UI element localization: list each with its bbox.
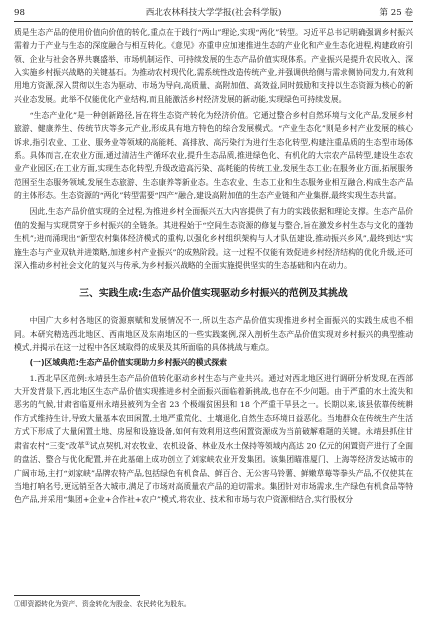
- footnote-rule: [14, 595, 140, 596]
- sub-item-text: 永靖县生态产品价值转化驱动乡村生态与产业共兴。通过对西北地区进行调研分析发现,在西部大开发背景下,西北地区生态产品价值实现推进乡村全面振兴面临着新挑战,也存在不少问题。由于严重的水土流失和恶劣的气候,甘肃省临夏州永靖县被列为全省 23 个极端贫困县和 18 个严重干旱县之一。长期以来,该县依靠传统耕作方式维持生计,导致大量基本农田闲置,土地严重荒化、土壤退化,自然生态环境日益恶化。当地群众在传统生产生活方式下形成了大量闲置土地、房屋和设施设备,如何有效利用这些闲置资源成为当前破解难题的关键。永靖县抓住甘肃省农村“三变”改革: [14, 373, 413, 451]
- paragraph: 因此,生态产品价值实现的全过程,为推进乡村全面振兴五大内容提供了有力的实践依据和理论支撑。生态产品价值的发掘与实现贯穿于乡村振兴的全链条。其进程始于“空间生态资源的修复与整合,旨在激发乡村生态与文化的蓬勃生机”;进而涌现出“新型农村集体经济模式的重构,以强化乡村组织架构与人才队伍建设,推动振兴乡风”,最终到达“实施生态与产业双轨并进策略,加速乡村产业振兴”的成熟阶段。这一过程不仅能有效促进乡村经济结构的优化升级,还可深入推动乡村社会文化的复兴与传承,为乡村振兴战略的全面实施提供坚实的生态基础和内在动力。: [14, 207, 413, 270]
- subsection-heading: (一)区域典范:生态产品价值实现助力乡村振兴的模式探索: [29, 358, 227, 368]
- sub-item-number: 1.: [29, 373, 38, 383]
- journal-title: 西北农林科技大学学报(社会科学版): [145, 8, 282, 18]
- page-number: 98: [14, 8, 25, 18]
- section-heading: 三、实践生成:生态产品价值实现驱动乡村振兴的范例及其挑战: [79, 288, 348, 300]
- footnote-ref[interactable]: ①: [84, 441, 90, 448]
- volume-label: 第 25 卷: [379, 8, 413, 18]
- sub-item-paragraph: [14, 372, 413, 507]
- footnote: ①即资源转化为资产、资金转化为股金、农民转化为股东。: [14, 600, 191, 608]
- sub-item-title: 西北旱区范例:: [37, 373, 88, 383]
- running-header: [14, 6, 413, 22]
- article-body: [14, 26, 413, 507]
- sub-item-text-continued: 试点契机,对农牧业、农机设备、林业及水土保持等领域内高达 20 亿元的闲置资产进行了全面的盘活、整合与优化配置,并在此基础上成功创立了刘家峡农业开发集团。该集团瞄准厦门、上海等经济发达城市的广阔市场,主打“刘家峡”品牌农特产品,包括绿色有机食品、鲜百合、无公害马铃薯、鲜嫩草莓等拳头产品,不仅使其在当地打响名号,更远销至各大城市,满足了市场对高质量农产品的迫切需求。集团针对市场需求,生产绿色有机食品等特色产品,并采用“集团+企业+合作社+农户”模式,将农业、技术和市场与农户资源相结合,实行股权分: [14, 441, 413, 505]
- section-intro: 中国广大乡村各地区的资源禀赋和发展情况不一,所以生态产品价值实现推进乡村全面振兴的实践生成也不相同。本研究精选西北地区、西南地区及东南地区的一些实践案例,深入剖析生态产品价值实现对乡村振兴的典型推动模式,并揭示在这一过程中各区域取得的成果及其所面临的具体挑战与难点。: [14, 316, 413, 352]
- paragraph: “生态产业化”是一种创新路径,旨在将生态资产转化为经济价值。它通过整合乡村自然环境与文化产品,发展乡村旅游、健康养生、传统节庆等多元产业,形成具有地方特色的综合发展模式。“产业生态化”则是乡村产业发展的核心诉求,指引农业、工业、服务业等领域的高能耗、高排放、高污染行为进行生态化转型,构建注重品质的生态型市场体系。具体而言,在农业方面,通过清洁生产循环农业,提升生态品质,推进绿色化、有机化的大宗农产品转型,建设生态农业产业园区;在工业方面,实现生态化转型,升级改造高污染、高耗能的传统工业,发展生态工业;在服务业方面,拓展服务范围至生态服务领域,发展生态旅游、生态康养等新业态。生态农业、生态工业和生态服务业相互融合,构成生态产品的主体形态。生态资源的“两化”转型需要“四产”融合,建设高附加值的生态产业链和产业集群,最终实现生态共富。: [14, 111, 413, 201]
- paragraph: 质是生态产品的使用价值向价值的转化,重点在于践行“两山”理论,实现“两化”转型。习近平总书记明确强调乡村振兴需着力于产业与生态的深度融合与相互转化。《意见》亦重申应加速推进生态的产业化和产业生态化进程,构建政府引领、企业与社会各界共襄盛举、市场机制运作、可持续发展的生态产品价值实现体系。产业振兴是提升农民收入、深入实施乡村振兴战略的关键基石。为推动农村现代化,需系统性改造传统产业,并强调供给侧与需求侧协同发力,有效利用地方资源,深入贯彻以生态为驱动、市场为导向,高质量、高附加值、高效益,同时鼓励和支持以生态资源为核心的新兴业态发展。此举不仅能优化产业结构,而且能激活乡村经济发展的新动能,实现绿色可持续发展。: [14, 28, 413, 104]
